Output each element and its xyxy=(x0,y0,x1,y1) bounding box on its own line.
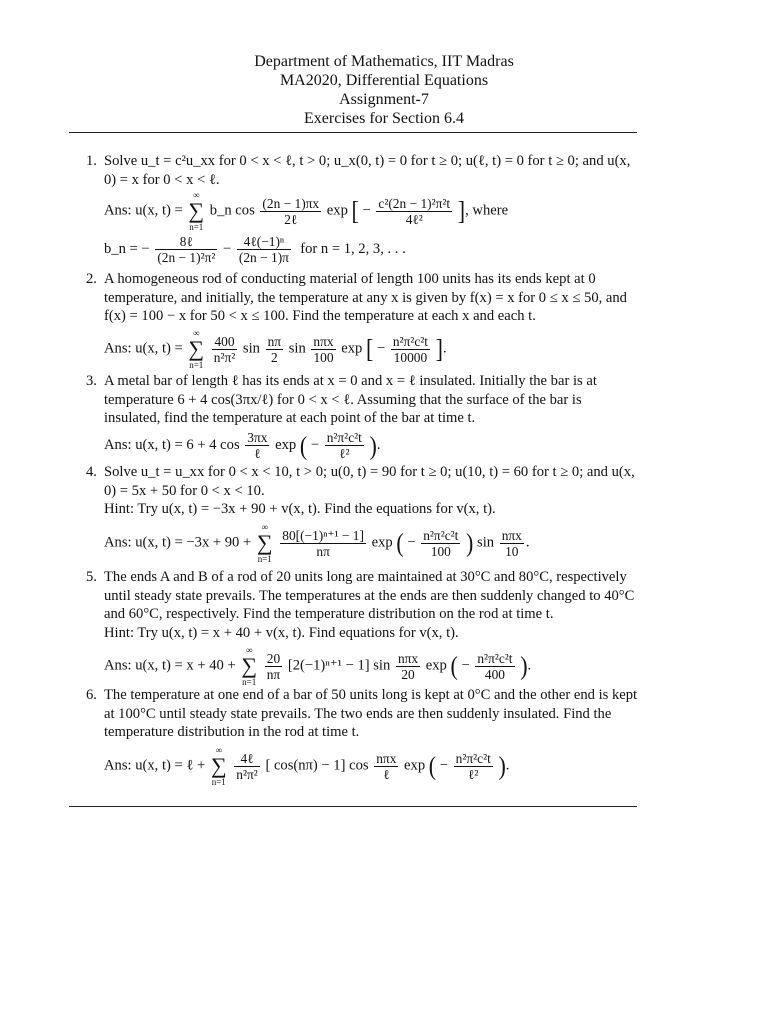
answer-lead: Ans: u(x, t) = xyxy=(104,202,187,219)
exercise-1-bn xyxy=(104,234,638,265)
answer-lead: Ans: u(x, t) = −3x + 90 + xyxy=(104,534,252,551)
exercise-hint: Hint: Try u(x, t) = x + 40 + v(x, t). Find equations for v(x, t). xyxy=(104,624,459,641)
exercise-text: Solve u_t = u_xx for 0 < x < 10, t > 0; u(0, t) = 90 for t ≥ 0; u(10, t) = 60 for t ≥ 0; and u(x, 0) = 5x + 50 for 0 < x < 10. xyxy=(104,464,635,499)
fraction: $\frac{\text{n²π²c²t}}{100}$ xyxy=(423,527,459,559)
fraction: $\frac{n\pi}{2}$ xyxy=(267,333,282,365)
answer-term: [2(−1)ⁿ⁺¹ − 1] sin xyxy=(287,657,391,674)
answer-lead: Ans: u(x, t) = x + 40 + xyxy=(104,657,236,674)
fraction: $\frac{\text{n²π²c²t}}{\text{ℓ²}}$ xyxy=(326,430,362,461)
exercise-4 xyxy=(86,463,638,519)
exp-label: exp xyxy=(371,534,393,551)
answer-term: b_n cos xyxy=(209,202,255,219)
exercise-hint: Hint: Try u(x, t) = −3x + 90 + v(x, t). Find the equations for v(x, t). xyxy=(104,501,496,518)
exercise-text: Solve u_t = c²u_xx for 0 < x < ℓ, t > 0; u_x(0, t) = 0 for t ≥ 0; u(ℓ, t) = 0 for t ≥ 0; and u(x, 0) = x for 0 < x < ℓ. xyxy=(104,153,631,188)
answer-lead: Ans: u(x, t) = 6 + 4 cos xyxy=(104,436,240,453)
sin-label: sin xyxy=(288,340,306,357)
exp-label: exp xyxy=(326,202,348,219)
exercise-6-answer: Ans: u(x, t) = ℓ + ∞ ∑ n=1 $\frac{\text{4ℓ}}{\text{n²π²}}$ [ cos(nπ) − 1] cos $\frac{\text{nπx}}{\text{ℓ}}$ exp ( − $\frac{\text{n²π²c²t}}{\text{ℓ²}}$ ). xyxy=(104,745,510,787)
exercise-number: 3. xyxy=(86,373,97,389)
fraction: $\frac{\text{nπx}}{\text{ℓ}}$ xyxy=(376,750,397,782)
section-title: Exercises for Section 6.4 xyxy=(304,110,464,127)
period: . xyxy=(442,340,447,357)
sin-label: sin xyxy=(477,534,495,551)
fraction: $\frac{3\pi x}{\text{ℓ}}$ xyxy=(247,430,268,461)
fraction: $\frac{\text{n²π²c²t}}{400}$ xyxy=(477,650,513,682)
answer-term: [ cos(nπ) − 1] cos xyxy=(265,757,369,774)
exercise-5-answer: Ans: u(x, t) = x + 40 + ∞ ∑ n=1 $\frac{20}{n\pi}$ [2(−1)ⁿ⁺¹ − 1] sin $\frac{\text{nπx}}{20}$ exp ( − $\frac{\text{n²π²c²t}}{400}$ ). xyxy=(104,645,532,687)
footer-divider xyxy=(69,806,637,807)
exp-label: exp xyxy=(275,436,297,453)
exercise-2 xyxy=(86,270,638,326)
bn-lead: b_n = − xyxy=(104,240,150,257)
exercise-1 xyxy=(86,152,638,189)
exp-label: exp xyxy=(425,657,447,674)
exercise-number: 4. xyxy=(86,464,97,480)
exercise-2-answer: Ans: u(x, t) = ∞ ∑ n=1 $\frac{400}{\text{n²π²}}$ sin $\frac{n\pi}{2}$ sin $\frac{\text{nπx}}{100}$ exp [ − $\frac{\text{n²π²c²t}}{10000}$ ]. xyxy=(104,328,447,370)
summation: ∞ ∑ n=1 xyxy=(256,522,273,564)
answer-lead: Ans: u(x, t) = xyxy=(104,340,187,357)
fraction: $\frac{400}{\text{n²π²}}$ xyxy=(213,333,236,365)
fraction: $\frac{\text{c²(2n − 1)²π²t}}{\text{4ℓ²}}$ xyxy=(378,195,451,227)
course-title: MA2020, Differential Equations xyxy=(279,72,489,89)
period: . xyxy=(505,757,510,774)
exercise-number: 6. xyxy=(86,687,97,703)
exercise-number: 5. xyxy=(86,569,97,585)
summation: ∞ ∑ n=1 xyxy=(188,190,205,232)
exercise-text: A homogeneous rod of conducting material of length 100 units has its ends kept at 0 temperature, and initially, the temperature at any x is given by f(x) = x for 0 ≤ x ≤ 50, and f(x) = 100 − x for 50 < x ≤ 100. Find the temperature at each x and each t. xyxy=(104,271,627,325)
exercise-text: A metal bar of length ℓ has its ends at x = 0 and x = ℓ insulated. Initially the bar is at temperature 6 + 4 cos(3πx/ℓ) for 0 < x < ℓ. Assuming that the surface of the bar is insulated, find the temperature at each point of the bar at time t. xyxy=(104,373,597,427)
fraction: $\frac{20}{n\pi}$ xyxy=(266,650,281,682)
fraction: $\frac{(2n - 1)\pi x}{\text{2ℓ}}$ xyxy=(262,195,320,227)
period: . xyxy=(527,657,532,674)
exercise-3 xyxy=(86,372,638,428)
exercise-1-answer: Ans: u(x, t) = ∞ ∑ n=1 b_n cos $\frac{(2n - 1)\pi x}{\text{2ℓ}}$ exp [ − $\frac{\text{c²(2n − 1)²π²t}}{\text{4ℓ²}}$ ], where xyxy=(104,190,509,232)
bn-range: for n = 1, 2, 3, . . . xyxy=(300,240,406,257)
sin-label: sin xyxy=(242,340,260,357)
exercise-text: The temperature at one end of a bar of 50 units long is kept at 0°C and the other end is kept at 100°C until steady state prevails. The two ends are then suddenly insulated. Find the temperature distribution in the rod at time t. xyxy=(104,687,638,741)
summation: ∞ ∑ n=1 xyxy=(241,645,258,687)
exercise-number: 2. xyxy=(86,271,97,287)
fraction: $\frac{\text{4ℓ(−1)ⁿ}}{(2n - 1)\pi}$ xyxy=(238,234,289,265)
header-divider xyxy=(69,132,637,133)
exercise-5 xyxy=(86,568,638,642)
answer-where: , where xyxy=(465,202,509,219)
fraction: $\frac{\text{nπx}}{10}$ xyxy=(501,527,522,559)
minus-sign: − xyxy=(223,240,232,257)
fraction: $\frac{\text{nπx}}{100}$ xyxy=(313,333,334,365)
summation: ∞ ∑ n=1 xyxy=(188,328,205,370)
fraction: $\frac{\text{4ℓ}}{\text{n²π²}}$ xyxy=(236,750,258,782)
exercise-3-answer: Ans: u(x, t) = 6 + 4 cos $\frac{3\pi x}{\text{ℓ}}$ exp ( − $\frac{\text{n²π²c²t}}{\text{ℓ²}}$ ). xyxy=(104,429,381,461)
fraction: $\frac{\text{80[(−1)ⁿ⁺¹ − 1]}}{n\pi}$ xyxy=(282,527,364,559)
summation: ∞ ∑ n=1 xyxy=(210,745,227,787)
fraction: $\frac{\text{n²π²c²t}}{\text{ℓ²}}$ xyxy=(455,750,491,782)
exercise-6 xyxy=(86,686,638,742)
assignment-title: Assignment-7 xyxy=(339,91,429,108)
fraction: $\frac{\text{8ℓ}}{\text{(2n − 1)²π²}}$ xyxy=(157,234,216,265)
answer-lead: Ans: u(x, t) = ℓ + xyxy=(104,757,206,774)
exercise-4-answer: Ans: u(x, t) = −3x + 90 + ∞ ∑ n=1 $\frac{\text{80[(−1)ⁿ⁺¹ − 1]}}{n\pi}$ exp ( − $\frac{\text{n²π²c²t}}{100}$ ) sin $\frac{\text{nπx}}{10}$ . xyxy=(104,522,530,564)
exercise-number: 1. xyxy=(86,153,97,169)
exercise-text: The ends A and B of a rod of 20 units long are maintained at 30°C and 80°C, respectively until steady state prevails. The temperatures at the ends are then suddenly changed to 40°C and 60°C, respectively. Find the temperature distribution on the rod at time t. xyxy=(104,569,635,623)
fraction: $\frac{\text{n²π²c²t}}{10000}$ xyxy=(392,333,428,365)
period: . xyxy=(376,436,381,453)
period: . xyxy=(525,534,530,551)
exp-label: exp xyxy=(341,340,363,357)
department-title: Department of Mathematics, IIT Madras xyxy=(254,53,514,70)
fraction: $\frac{\text{nπx}}{20}$ xyxy=(397,650,419,682)
exp-label: exp xyxy=(404,757,426,774)
